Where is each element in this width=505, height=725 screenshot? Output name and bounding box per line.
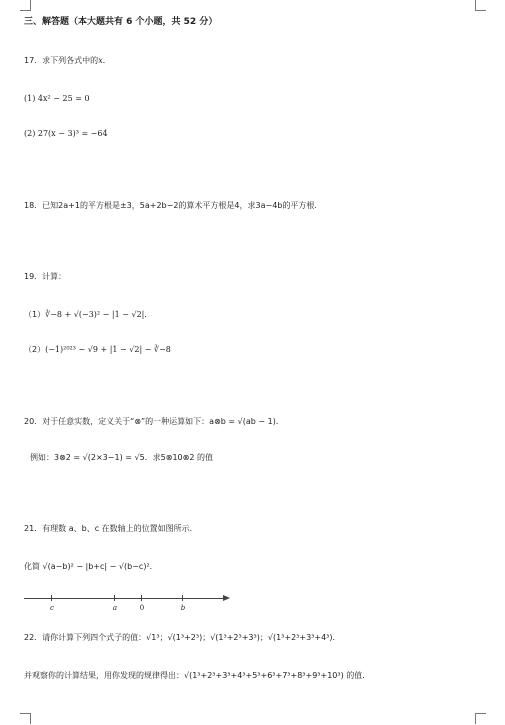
corner-mark-top-left	[20, 0, 31, 11]
number-line	[24, 598, 234, 618]
axis-label-b: b	[180, 604, 186, 612]
q17-part2-equation: 27(x − 3)³ = −64	[37, 129, 108, 138]
corner-mark-bottom-right	[475, 713, 486, 724]
q17-stem-text: 17．求下列各式中的	[24, 56, 99, 65]
number-line-arrow-icon	[223, 595, 230, 601]
q21-simplify: 化简 √(a−b)² − |b+c| − √(b−c)²．	[24, 562, 158, 571]
q20-stem: 20．对于任意实数，定义关于“⊗”的一种运算如下：a⊗b = √(ab − 1)．	[24, 417, 284, 426]
tick-c	[51, 595, 52, 601]
q19-part1-label: （1）	[24, 310, 46, 319]
q17-part1-equation: 4x² − 25 = 0	[37, 94, 90, 103]
number-line-axis	[24, 598, 224, 599]
q22-line2: 并观察你的计算结果，用你发现的规律得出：√(1³+2³+3³+4³+5³+6³+7³+8³+9³+10³) 的值．	[24, 671, 371, 680]
section-title: 三、解答题（本大题共有 6 个小题，共 52 分）	[24, 17, 218, 27]
q22-stem: 22．请你计算下列四个式子的值：√1³；√(1³+2³)；√(1³+2³+3³)；√(1³+2³+3³+4³)．	[24, 633, 341, 642]
q17-part2	[24, 129, 108, 138]
q21-stem: 21．有理数 a、b、c 在数轴上的位置如图所示．	[24, 524, 198, 533]
tick-zero	[141, 595, 142, 601]
axis-label-zero: 0	[139, 604, 145, 612]
corner-mark-bottom-left	[20, 713, 31, 724]
q19-part1	[24, 309, 152, 320]
q17-part1	[24, 94, 90, 103]
corner-mark-top-right	[475, 0, 486, 11]
q17-part2-label: (2)	[24, 129, 38, 138]
q17-stem	[24, 55, 111, 66]
q17-part1-label: (1)	[24, 94, 38, 103]
q19-part2	[24, 344, 171, 355]
tick-a	[114, 595, 115, 601]
q19-stem: 19．计算：	[24, 272, 67, 281]
q20-example: 例如：3⊗2 = √(2×3−1) = √5．求5⊗10⊗2 的值	[30, 453, 213, 462]
axis-label-c: c	[50, 604, 54, 612]
q18-text: 18．已知2a+1的平方根是±3，5a+2b−2的算术平方根是4，求3a−4b的平方根．	[24, 201, 323, 210]
axis-label-a: a	[112, 604, 118, 612]
tick-b	[182, 595, 183, 601]
q17-var: x	[98, 56, 103, 65]
q19-part2-label: （2）	[24, 345, 46, 354]
q17-stem-end: ．	[102, 56, 111, 65]
q19-part2-expression: (−1)²⁰²³ − √9 + |1 − √2| − ∛−8	[45, 345, 171, 354]
q19-part1-expression: ∛−8 + √(−3)² − |1 − √2|．	[45, 310, 153, 319]
